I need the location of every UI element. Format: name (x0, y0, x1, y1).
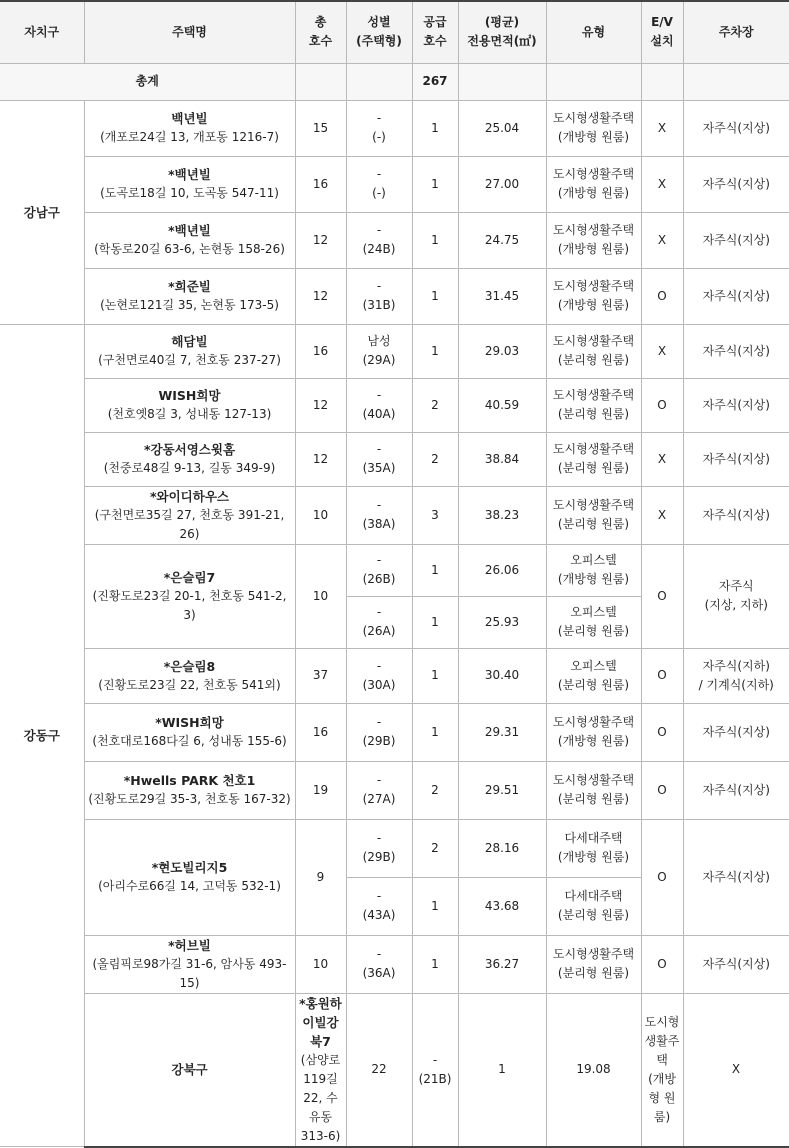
house-cell: *홍원하이빌강북7 (삼양로119길 22, 수유동 313-6) (295, 993, 346, 1147)
table-row: *현도빌리지5 (아리수로66길 14, 고덕동 532-1) 9 - (29B) 2 28.16 다세대주택 (개방형 원룸) O 자주식(지상) (0, 819, 789, 877)
house-cell: *은슬림7 (진황도로23길 20-1, 천호동 541-2, 3) (84, 544, 295, 648)
house-cell: WISH희망 (천호옛8길 3, 성내동 127-13) (84, 378, 295, 432)
table-row: WISH희망 (천호옛8길 3, 성내동 127-13) 12 - (40A) 2 40.59 도시형생활주택 (분리형 원룸) O 자주식(지상) (0, 378, 789, 432)
house-cell: 해담빌 (구천면로40길 7, 천호동 237-27) (84, 324, 295, 378)
house-cell: *백년빌 (도곡로18길 10, 도곡동 547-11) (84, 156, 295, 212)
table-row: *은슬림8 (진황도로23길 22, 천호동 541외) 37 - (30A) 1 30.40 오피스텔 (분리형 원룸) O 자주식(지하) / 기계식(지하) (0, 648, 789, 703)
house-cell: *강동서영스윗홈 (천중로48길 9-13, 길동 349-9) (84, 432, 295, 486)
table-row: *강동서영스윗홈 (천중로48길 9-13, 길동 349-9) 12 - (35A) 2 38.84 도시형생활주택 (분리형 원룸) X 자주식(지상) (0, 432, 789, 486)
table-row: 강북구 *홍원하이빌강북7 (삼양로119길 22, 수유동 313-6) 22 - (21B) 1 19.08 도시형생활주택 (개방형 원룸) X (0, 993, 789, 1147)
house-cell: *WISH희망 (천호대로168다길 6, 성내동 155-6) (84, 703, 295, 761)
header-supply: 공급 호수 (412, 1, 458, 63)
house-cell: *Hwells PARK 천호1 (진황도로29길 35-3, 천호동 167-32) (84, 761, 295, 819)
total-row (0, 63, 789, 100)
table-row: - (26A) 1 25.93 오피스텔 (분리형 원룸) (0, 596, 789, 648)
table-row: *백년빌 (학동로20길 63-6, 논현동 158-26) 12 - (24B) 1 24.75 도시형생활주택 (개방형 원룸) X 자주식(지상) (0, 212, 789, 268)
table-row: *은슬림7 (진황도로23길 20-1, 천호동 541-2, 3) 10 - (26B) 1 26.06 오피스텔 (개방형 원룸) O 자주식 (지상, 지하) (0, 544, 789, 596)
district-gangbuk: 강북구 (84, 993, 295, 1147)
total-label: 총계 (0, 63, 295, 100)
header-total-units: 총 호수 (295, 1, 346, 63)
header-ev: E/V 설치 (641, 1, 683, 63)
district-gangdong: 강동구 (0, 324, 84, 1147)
house-cell: *희준빌 (논현로121길 35, 논현동 173-5) (84, 268, 295, 324)
header-gender: 성별 (주택형) (346, 1, 412, 63)
house-cell: *와이디하우스 (구천면로35길 27, 천호동 391-21, 26) (84, 486, 295, 544)
table-row: *Hwells PARK 천호1 (진황도로29길 35-3, 천호동 167-32) 19 - (27A) 2 29.51 도시형생활주택 (분리형 원룸) O 자주식(지상) (0, 761, 789, 819)
header-district: 자치구 (0, 1, 84, 63)
header-name: 주택명 (84, 1, 295, 63)
table-row: *와이디하우스 (구천면로35길 27, 천호동 391-21, 26) 10 - (38A) 3 38.23 도시형생활주택 (분리형 원룸) X 자주식(지상) (0, 486, 789, 544)
house-cell: *백년빌 (학동로20길 63-6, 논현동 158-26) (84, 212, 295, 268)
house-cell: *허브빌 (올림픽로98가길 31-6, 암사동 493-15) (84, 935, 295, 993)
header-row (0, 1, 789, 63)
header-parking: 주차장 (683, 1, 789, 63)
table-row: *WISH희망 (천호대로168다길 6, 성내동 155-6) 16 - (29B) 1 29.31 도시형생활주택 (개방형 원룸) O 자주식(지상) (0, 703, 789, 761)
table-row: *허브빌 (올림픽로98가길 31-6, 암사동 493-15) 10 - (36A) 1 36.27 도시형생활주택 (분리형 원룸) O 자주식(지상) (0, 935, 789, 993)
table-row: *희준빌 (논현로121길 35, 논현동 173-5) 12 - (31B) 1 31.45 도시형생활주택 (개방형 원룸) O 자주식(지상) (0, 268, 789, 324)
total-supply: 267 (412, 63, 458, 100)
table-row: *백년빌 (도곡로18길 10, 도곡동 547-11) 16 - (-) 1 27.00 도시형생활주택 (개방형 원룸) X 자주식(지상) (0, 156, 789, 212)
table-row: 강남구 백년빌 (개포로24길 13, 개포동 1216-7) 15 - (-) 1 25.04 도시형생활주택 (개방형 원룸) X 자주식(지상) (0, 100, 789, 156)
house-cell: *현도빌리지5 (아리수로66길 14, 고덕동 532-1) (84, 819, 295, 935)
table-row: - (43A) 1 43.68 다세대주택 (분리형 원룸) (0, 877, 789, 935)
district-gangnam: 강남구 (0, 100, 84, 324)
header-type: 유형 (546, 1, 641, 63)
header-area: (평균) 전용면적(㎡) (458, 1, 546, 63)
house-cell: 백년빌 (개포로24길 13, 개포동 1216-7) (84, 100, 295, 156)
table-row: 강동구 해담빌 (구천면로40길 7, 천호동 237-27) 16 남성 (29A) 1 29.03 도시형생활주택 (분리형 원룸) X 자주식(지상) (0, 324, 789, 378)
house-cell: *은슬림8 (진황도로23길 22, 천호동 541외) (84, 648, 295, 703)
